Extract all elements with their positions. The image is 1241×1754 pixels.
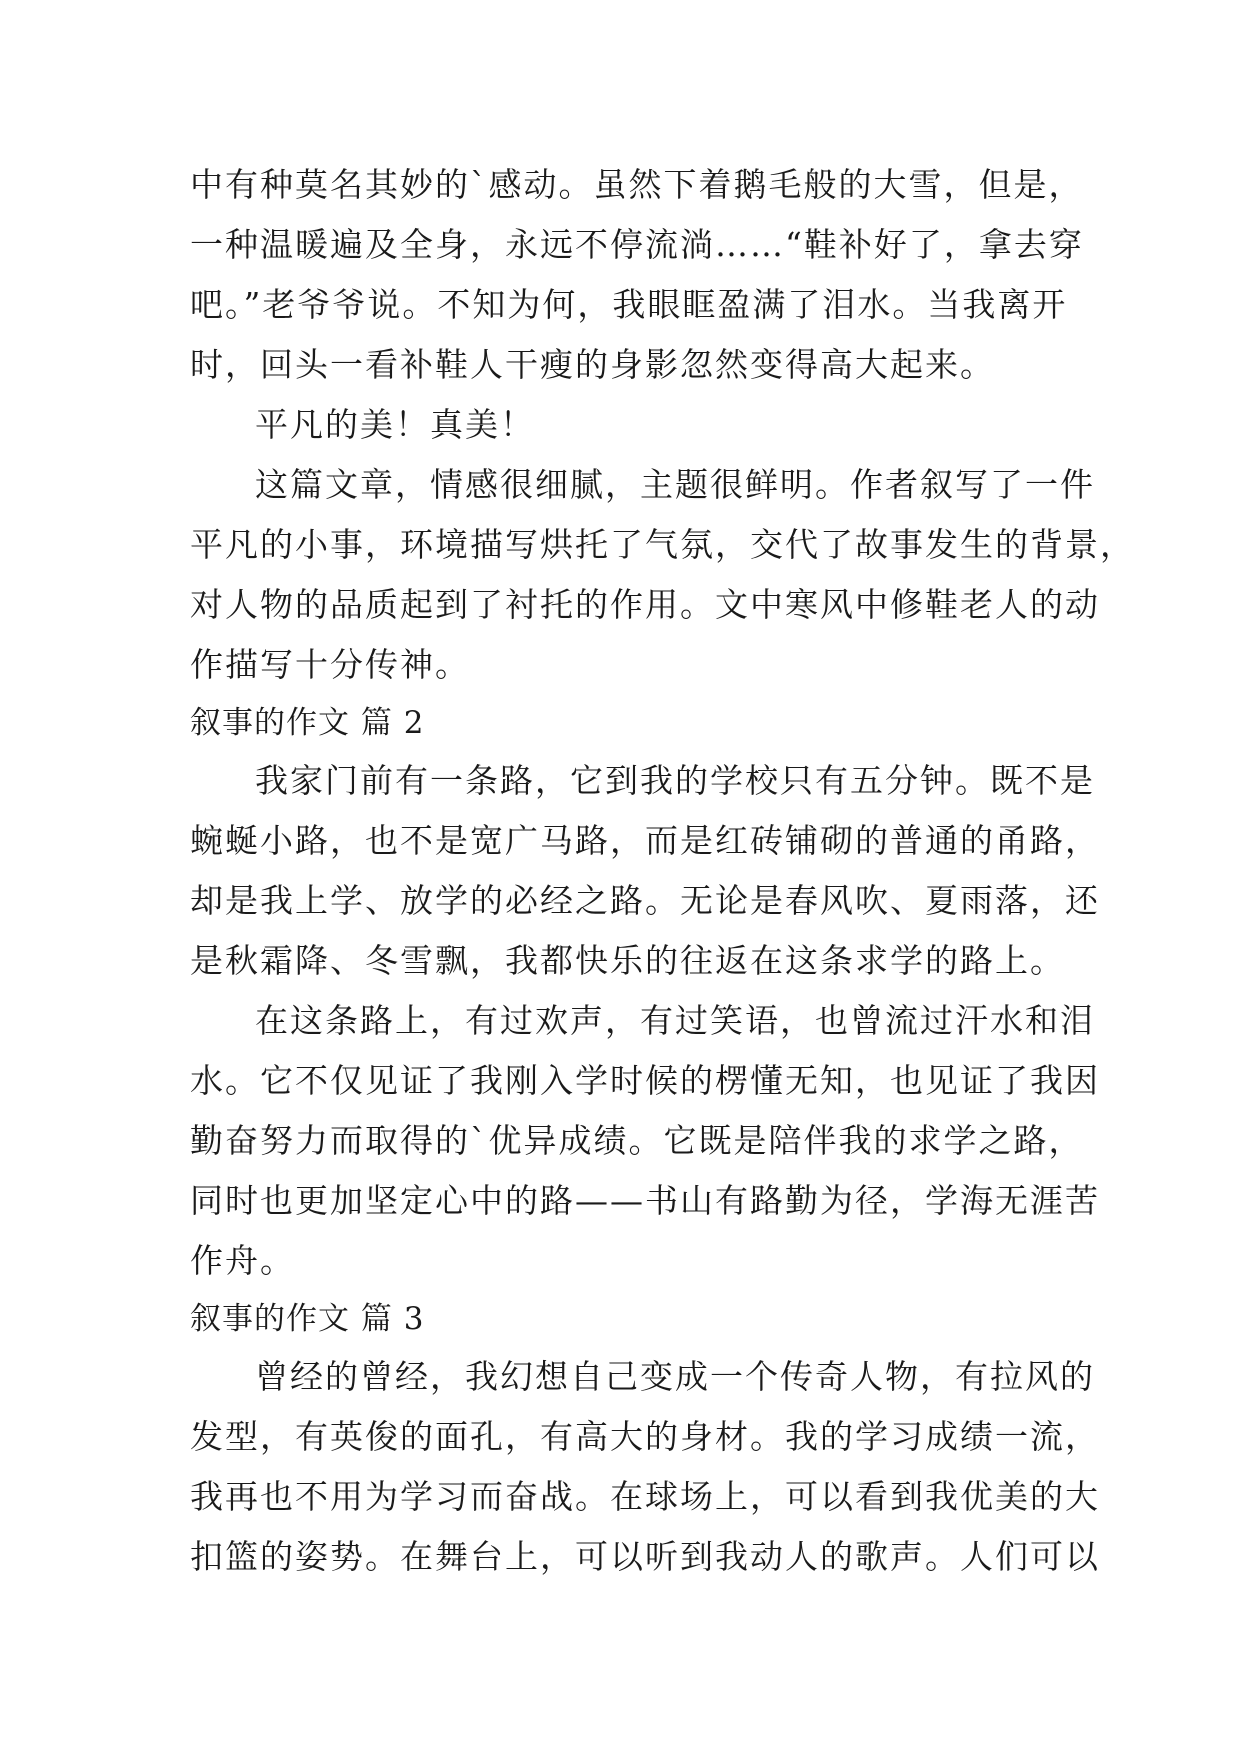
text-line: 是秋霜降、冬雪飘，我都快乐的往返在这条求学的路上。	[190, 941, 1065, 980]
text-line: 曾经的曾经，我幻想自己变成一个传奇人物，有拉风的	[255, 1357, 1095, 1396]
text-line: 对人物的品质起到了衬托的作用。文中寒风中修鞋老人的动	[190, 585, 1100, 624]
text-line: 扣篮的姿势。在舞台上，可以听到我动人的歌声。人们可以	[190, 1537, 1100, 1576]
section-heading: 叙事的作文 篇 3	[190, 1301, 425, 1337]
text-line: 作舟。	[190, 1241, 295, 1280]
text-line: 水。它不仅见证了我刚入学时候的楞懂无知，也见证了我因	[190, 1061, 1100, 1100]
text-line: 蜿蜒小路，也不是宽广马路，而是红砖铺砌的普通的甬路，	[190, 821, 1100, 860]
text-line: 平凡的小事，环境描写烘托了气氛，交代了故事发生的背景，	[190, 525, 1135, 564]
section-heading: 叙事的作文 篇 2	[190, 705, 425, 741]
text-line: 时，回头一看补鞋人干瘦的身影忽然变得高大起来。	[190, 345, 995, 384]
text-line: 同时也更加坚定心中的路——书山有路勤为径，学海无涯苦	[190, 1181, 1100, 1220]
text-line: 我家门前有一条路，它到我的学校只有五分钟。既不是	[255, 761, 1095, 800]
text-line: 吧。”老爷爷说。不知为何，我眼眶盈满了泪水。当我离开	[190, 285, 1068, 324]
text-line: 平凡的美！真美！	[255, 405, 535, 444]
text-line: 发型，有英俊的面孔，有高大的身材。我的学习成绩一流，	[190, 1417, 1100, 1456]
text-line: 作描写十分传神。	[190, 645, 470, 684]
text-line: 这篇文章，情感很细腻，主题很鲜明。作者叙写了一件	[255, 465, 1095, 504]
text-line: 却是我上学、放学的必经之路。无论是春风吹、夏雨落，还	[190, 881, 1100, 920]
text-line: 中有种莫名其妙的`感动。虽然下着鹅毛般的大雪，但是，	[190, 165, 1084, 204]
text-line: 在这条路上，有过欢声，有过笑语，也曾流过汗水和泪	[255, 1001, 1095, 1040]
text-line: 我再也不用为学习而奋战。在球场上，可以看到我优美的大	[190, 1477, 1100, 1516]
text-line: 一种温暖遍及全身，永远不停流淌……“鞋补好了，拿去穿	[190, 225, 1084, 264]
text-line: 勤奋努力而取得的`优异成绩。它既是陪伴我的求学之路，	[190, 1121, 1084, 1160]
